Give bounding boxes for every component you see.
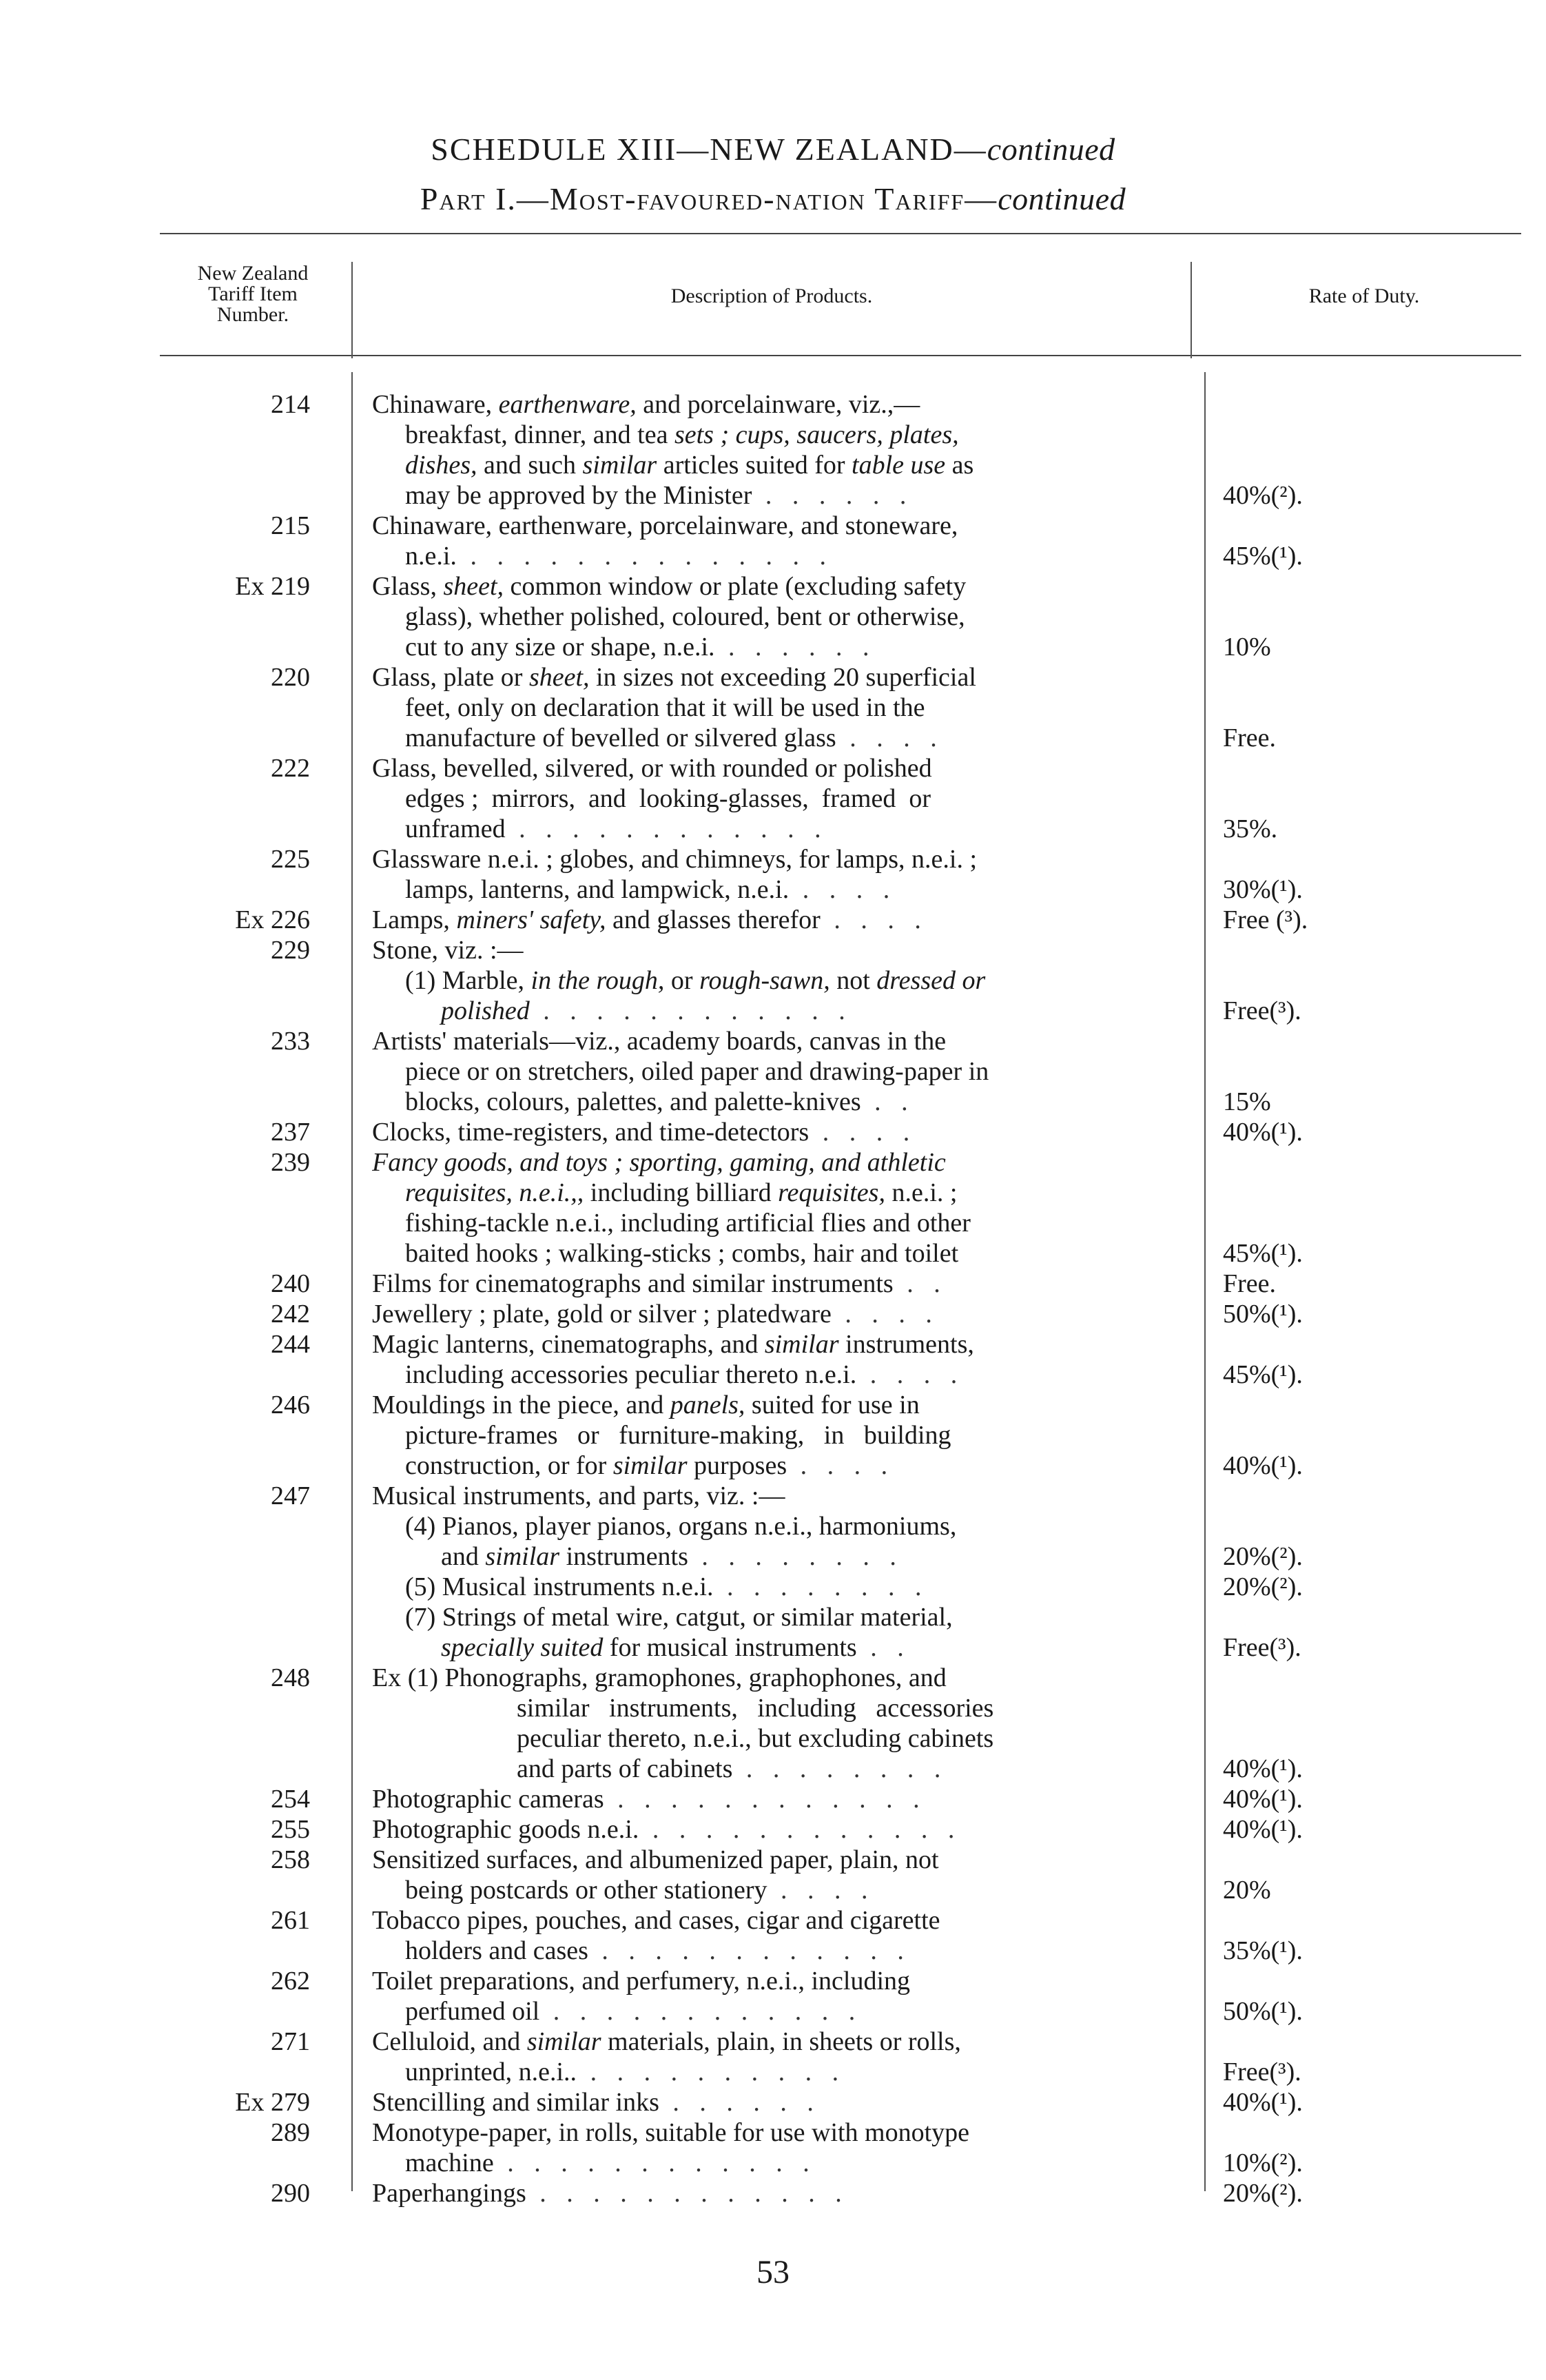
dot-leader: . . . . bbox=[836, 724, 944, 752]
tariff-row bbox=[0, 1329, 1546, 1390]
tariff-item-number: 262 bbox=[271, 1967, 310, 1996]
tariff-item-number: 261 bbox=[271, 1906, 310, 1935]
tariff-row bbox=[0, 662, 1546, 753]
description-line: perfumed oil . . . . . . . . . . . . bbox=[405, 1997, 863, 2026]
description-line: requisites, n.e.i.,, including billiard requisites, n.e.i. ; bbox=[405, 1178, 958, 1207]
header-bottom-rule bbox=[160, 355, 1521, 356]
schedule-title: SCHEDULE XIII—NEW ZEALAND—continued bbox=[431, 132, 1115, 167]
header-divider-right bbox=[1191, 262, 1192, 358]
rate-of-duty: 30%(¹). bbox=[1223, 875, 1303, 904]
description-line: Jewellery ; plate, gold or silver ; platedware . . . . bbox=[372, 1300, 939, 1329]
product-description bbox=[372, 2027, 1185, 2087]
tariff-item-number: 215 bbox=[271, 511, 310, 540]
tariff-item-number: 220 bbox=[271, 663, 310, 692]
tariff-row bbox=[0, 905, 1546, 935]
rate-of-duty: Free(³). bbox=[1223, 1633, 1301, 1662]
rate-of-duty: 10% bbox=[1223, 633, 1271, 661]
dot-leader: . . . . . . . . . . . . bbox=[539, 1997, 863, 2026]
product-description bbox=[372, 1481, 1185, 1511]
tariff-item-number: 289 bbox=[271, 2118, 310, 2147]
description-line: and parts of cabinets . . . . . . . . bbox=[517, 1754, 948, 1783]
description-line: Monotype-paper, in rolls, suitable for use with monotype bbox=[372, 2118, 970, 2147]
product-description bbox=[372, 1663, 1185, 1784]
rate-of-duty: Free(³). bbox=[1223, 996, 1301, 1025]
tariff-row bbox=[0, 753, 1546, 844]
product-description bbox=[372, 905, 1185, 935]
description-line: Clocks, time-registers, and time-detectors . . . . bbox=[372, 1118, 917, 1147]
dot-leader: . . . . bbox=[809, 1118, 917, 1147]
dot-leader: . . . . bbox=[789, 875, 897, 904]
product-description bbox=[372, 1572, 1185, 1602]
description-line: including accessories peculiar thereto n.e.i. . . . . bbox=[405, 1360, 965, 1389]
description-line: Musical instruments, and parts, viz. :— bbox=[372, 1481, 785, 1510]
description-line: holders and cases . . . . . . . . . . . . bbox=[405, 1936, 911, 1965]
tariff-row bbox=[0, 1602, 1546, 1663]
tariff-item-number: 240 bbox=[271, 1269, 310, 1298]
rate-of-duty: Free. bbox=[1223, 1269, 1277, 1298]
product-description bbox=[372, 965, 1185, 1026]
tariff-item-number: 246 bbox=[271, 1391, 310, 1419]
tariff-item-number: 233 bbox=[271, 1027, 310, 1056]
dot-leader: . . . . . . . . bbox=[688, 1542, 903, 1571]
tariff-row bbox=[0, 1511, 1546, 1572]
description-line: Toilet preparations, and perfumery, n.e.i., including bbox=[372, 1967, 911, 1996]
description-line: Magic lanterns, cinematographs, and similar instruments, bbox=[372, 1330, 974, 1359]
product-description bbox=[372, 662, 1185, 753]
rate-of-duty: 20%(²). bbox=[1223, 1542, 1303, 1571]
tariff-item-number: 248 bbox=[271, 1663, 310, 1692]
tariff-item-number: 271 bbox=[271, 2027, 310, 2056]
description-line: (5) Musical instruments n.e.i. . . . . . . . . bbox=[405, 1572, 929, 1601]
rate-of-duty: 35%. bbox=[1223, 814, 1278, 843]
description-line: Lamps, miners' safety, and glasses therefor . . . . bbox=[372, 905, 928, 934]
description-line: unprinted, n.e.i.. . . . . . . . . . . bbox=[405, 2058, 846, 2086]
description-line: Stencilling and similar inks . . . . . . bbox=[372, 2088, 821, 2117]
description-line: edges ; mirrors, and looking-glasses, framed or bbox=[405, 784, 931, 813]
tariff-item-number: 225 bbox=[271, 845, 310, 874]
rate-of-duty: 45%(¹). bbox=[1223, 542, 1303, 571]
description-line: Paperhangings . . . . . . . . . . . . bbox=[372, 2179, 849, 2208]
description-line: polished . . . . . . . . . . . . bbox=[441, 996, 852, 1025]
description-line: Photographic cameras . . . . . . . . . . . . bbox=[372, 1785, 927, 1814]
rate-of-duty: Free. bbox=[1223, 724, 1277, 752]
dot-leader: . . . . . . . . . . . . bbox=[526, 2179, 849, 2208]
rate-of-duty: 35%(¹). bbox=[1223, 1936, 1303, 1965]
tariff-row bbox=[0, 1269, 1546, 1299]
product-description bbox=[372, 1905, 1185, 1966]
dot-leader: . . bbox=[856, 1633, 911, 1662]
tariff-item-number: 229 bbox=[271, 936, 310, 965]
tariff-item-number: 258 bbox=[271, 1845, 310, 1874]
product-description bbox=[372, 389, 1185, 511]
description-line: n.e.i. . . . . . . . . . . . . . . bbox=[405, 542, 833, 571]
dot-leader: . . . . . . . . . . . . bbox=[588, 1936, 911, 1965]
description-line: Ex (1) Phonographs, gramophones, graphophones, and bbox=[372, 1663, 947, 1692]
description-line: may be approved by the Minister . . . . . . bbox=[405, 481, 914, 510]
description-line: (1) Marble, in the rough, or rough-sawn, not dressed or bbox=[405, 966, 986, 995]
tariff-item-number: Ex 279 bbox=[235, 2088, 310, 2117]
tariff-row bbox=[0, 1784, 1546, 1814]
tariff-row bbox=[0, 1572, 1546, 1602]
description-line: and similar instruments . . . . . . . . bbox=[441, 1542, 903, 1571]
description-line: lamps, lanterns, and lampwick, n.e.i. . . . . bbox=[405, 875, 897, 904]
product-description bbox=[372, 571, 1185, 662]
rate-of-duty: 40%(¹). bbox=[1223, 1118, 1303, 1147]
description-line: Glass, bevelled, silvered, or with rounded or polished bbox=[372, 754, 932, 783]
tariff-row bbox=[0, 1390, 1546, 1481]
dot-leader: . . bbox=[893, 1269, 947, 1298]
tariff-item-number: Ex 219 bbox=[235, 572, 310, 601]
description-line: machine . . . . . . . . . . . . bbox=[405, 2148, 816, 2177]
dot-leader: . . . . . . . . . . . . . . bbox=[456, 542, 833, 571]
description-line: Fancy goods, and toys ; sporting, gaming, and athletic bbox=[372, 1148, 946, 1177]
dot-leader: . . bbox=[860, 1087, 915, 1116]
tariff-row bbox=[0, 511, 1546, 571]
rate-of-duty: Free (³). bbox=[1223, 905, 1308, 934]
rate-of-duty: 20%(²). bbox=[1223, 2179, 1303, 2208]
description-line: (7) Strings of metal wire, catgut, or similar material, bbox=[405, 1603, 953, 1632]
description-line: Celluloid, and similar materials, plain, in sheets or rolls, bbox=[372, 2027, 961, 2056]
product-description bbox=[372, 1390, 1185, 1481]
dot-leader: . . . . . . . . bbox=[713, 1572, 929, 1601]
rate-of-duty: 40%(¹). bbox=[1223, 1785, 1303, 1814]
header-divider-left bbox=[351, 262, 353, 358]
dot-leader: . . . . . . . . bbox=[732, 1754, 948, 1783]
product-description bbox=[372, 1784, 1185, 1814]
description-line: (4) Pianos, player pianos, organs n.e.i., harmoniums, bbox=[405, 1512, 957, 1541]
product-description bbox=[372, 1511, 1185, 1572]
column-header-item-number: New Zealand Tariff Item Number. bbox=[197, 262, 309, 326]
tariff-row bbox=[0, 1845, 1546, 1905]
product-description bbox=[372, 511, 1185, 571]
rate-of-duty: 50%(¹). bbox=[1223, 1300, 1303, 1329]
tariff-row bbox=[0, 2027, 1546, 2087]
rate-of-duty: 20%(²). bbox=[1223, 1572, 1303, 1601]
description-line: glass), whether polished, coloured, bent or otherwise, bbox=[405, 602, 965, 631]
tariff-item-number: 214 bbox=[271, 390, 310, 419]
tariff-item-number: 244 bbox=[271, 1330, 310, 1359]
description-line: feet, only on declaration that it will be used in the bbox=[405, 693, 925, 722]
description-line: Glass, plate or sheet, in sizes not exceeding 20 superficial bbox=[372, 663, 976, 692]
description-line: baited hooks ; walking-sticks ; combs, hair and toilet bbox=[405, 1239, 959, 1268]
product-description bbox=[372, 2178, 1185, 2208]
part-title: Part I.—Most-favoured-nation Tariff—continued bbox=[420, 181, 1126, 216]
tariff-item-number: 255 bbox=[271, 1815, 310, 1844]
tariff-row bbox=[0, 2178, 1546, 2208]
dot-leader: . . . . . . . . . . bbox=[577, 2058, 846, 2086]
rate-of-duty: 45%(¹). bbox=[1223, 1239, 1303, 1268]
rate-of-duty: Free(³). bbox=[1223, 2058, 1301, 2086]
product-description bbox=[372, 1299, 1185, 1329]
dot-leader: . . . . bbox=[820, 905, 928, 934]
tariff-row bbox=[0, 1117, 1546, 1147]
dot-leader: . . . . . . . . . . . . bbox=[505, 814, 828, 843]
description-line: manufacture of bevelled or silvered glass . . . . bbox=[405, 724, 944, 752]
description-line: Mouldings in the piece, and panels, suited for use in bbox=[372, 1391, 920, 1419]
tariff-item-number: 239 bbox=[271, 1148, 310, 1177]
rate-of-duty: 40%(¹). bbox=[1223, 1451, 1303, 1480]
dot-leader: . . . . bbox=[787, 1451, 895, 1480]
rate-of-duty: 45%(¹). bbox=[1223, 1360, 1303, 1389]
description-line: unframed . . . . . . . . . . . . bbox=[405, 814, 828, 843]
description-line: Glassware n.e.i. ; globes, and chimneys, for lamps, n.e.i. ; bbox=[372, 845, 978, 874]
dot-leader: . . . . . . . . . . . . bbox=[604, 1785, 927, 1814]
product-description bbox=[372, 1269, 1185, 1299]
dot-leader: . . . . . . . . . . . . bbox=[639, 1815, 962, 1844]
tariff-row bbox=[0, 1299, 1546, 1329]
description-line: breakfast, dinner, and tea sets ; cups, saucers, plates, bbox=[405, 420, 959, 449]
rate-of-duty: 10%(²). bbox=[1223, 2148, 1303, 2177]
description-line: Chinaware, earthenware, and porcelainware, viz.,— bbox=[372, 390, 920, 419]
tariff-row bbox=[0, 2117, 1546, 2178]
tariff-table bbox=[0, 389, 1546, 2208]
page-number: 53 bbox=[756, 2254, 790, 2290]
column-header-rate: Rate of Duty. bbox=[1308, 285, 1420, 307]
description-line: similar instruments, including accessories bbox=[517, 1694, 994, 1723]
product-description bbox=[372, 1602, 1185, 1663]
product-description bbox=[372, 1845, 1185, 1905]
description-line: Films for cinematographs and similar instruments . . bbox=[372, 1269, 947, 1298]
dot-leader: . . . . bbox=[767, 1876, 875, 1905]
dot-leader: . . . . bbox=[856, 1360, 965, 1389]
dot-leader: . . . . . . bbox=[752, 481, 914, 510]
rate-of-duty: 40%(¹). bbox=[1223, 1815, 1303, 1844]
description-line: Artists' materials—viz., academy boards, canvas in the bbox=[372, 1027, 947, 1056]
description-line: Photographic goods n.e.i. . . . . . . . . . . . . bbox=[372, 1815, 962, 1844]
tariff-row bbox=[0, 571, 1546, 662]
tariff-row bbox=[0, 1905, 1546, 1966]
tariff-item-number: 242 bbox=[271, 1300, 310, 1329]
tariff-row bbox=[0, 1966, 1546, 2027]
product-description bbox=[372, 1117, 1185, 1147]
description-line: being postcards or other stationery . . . . bbox=[405, 1876, 875, 1905]
description-line: Stone, viz. :— bbox=[372, 936, 524, 965]
description-line: Chinaware, earthenware, porcelainware, and stoneware, bbox=[372, 511, 958, 540]
product-description bbox=[372, 1026, 1185, 1117]
tariff-item-number: 222 bbox=[271, 754, 310, 783]
description-line: specially suited for musical instruments . . bbox=[441, 1633, 911, 1662]
tariff-row bbox=[0, 935, 1546, 965]
description-line: Tobacco pipes, pouches, and cases, cigar and cigarette bbox=[372, 1906, 940, 1935]
product-description bbox=[372, 1966, 1185, 2027]
description-line: Glass, sheet, common window or plate (excluding safety bbox=[372, 572, 967, 601]
product-description bbox=[372, 1147, 1185, 1269]
tariff-item-number: 237 bbox=[271, 1118, 310, 1147]
rate-of-duty: 20% bbox=[1223, 1876, 1271, 1905]
column-header-description: Description of Products. bbox=[670, 285, 873, 307]
tariff-row bbox=[0, 1481, 1546, 1511]
description-line: Sensitized surfaces, and albumenized paper, plain, not bbox=[372, 1845, 939, 1874]
rate-of-duty: 40%(¹). bbox=[1223, 1754, 1303, 1783]
rate-of-duty: 50%(¹). bbox=[1223, 1997, 1303, 2026]
product-description bbox=[372, 1329, 1185, 1390]
tariff-item-number: Ex 226 bbox=[235, 905, 310, 934]
tariff-item-number: 247 bbox=[271, 1481, 310, 1510]
tariff-row bbox=[0, 389, 1546, 511]
tariff-row bbox=[0, 2087, 1546, 2117]
tariff-item-number: 254 bbox=[271, 1785, 310, 1814]
product-description bbox=[372, 844, 1185, 905]
dot-leader: . . . . . . . . . . . . bbox=[493, 2148, 816, 2177]
product-description bbox=[372, 2117, 1185, 2178]
rate-of-duty: 40%(²). bbox=[1223, 481, 1303, 510]
tariff-item-number: 290 bbox=[271, 2179, 310, 2208]
tariff-row bbox=[0, 1026, 1546, 1117]
description-line: construction, or for similar purposes . . . . bbox=[405, 1451, 895, 1480]
product-description bbox=[372, 935, 1185, 965]
description-line: dishes, and such similar articles suited for table use as bbox=[405, 451, 974, 480]
header-top-rule bbox=[160, 233, 1521, 234]
product-description bbox=[372, 2087, 1185, 2117]
tariff-row bbox=[0, 844, 1546, 905]
dot-leader: . . . . . . bbox=[659, 2088, 821, 2117]
tariff-row bbox=[0, 965, 1546, 1026]
description-line: peculiar thereto, n.e.i., but excluding cabinets bbox=[517, 1724, 994, 1753]
description-line: cut to any size or shape, n.e.i. . . . . . . bbox=[405, 633, 876, 661]
product-description bbox=[372, 1814, 1185, 1845]
description-line: piece or on stretchers, oiled paper and drawing-paper in bbox=[405, 1057, 989, 1086]
dot-leader: . . . . . . . . . . . . bbox=[529, 996, 852, 1025]
dot-leader: . . . . . . bbox=[714, 633, 876, 661]
product-description bbox=[372, 753, 1185, 844]
dot-leader: . . . . bbox=[831, 1300, 939, 1329]
tariff-row bbox=[0, 1147, 1546, 1269]
tariff-row bbox=[0, 1814, 1546, 1845]
rate-of-duty: 15% bbox=[1223, 1087, 1271, 1116]
rate-of-duty: 40%(¹). bbox=[1223, 2088, 1303, 2117]
tariff-row bbox=[0, 1663, 1546, 1784]
description-line: blocks, colours, palettes, and palette-knives . . bbox=[405, 1087, 915, 1116]
description-line: fishing-tackle n.e.i., including artificial flies and other bbox=[405, 1209, 971, 1238]
description-line: picture-frames or furniture-making, in building bbox=[405, 1421, 951, 1450]
